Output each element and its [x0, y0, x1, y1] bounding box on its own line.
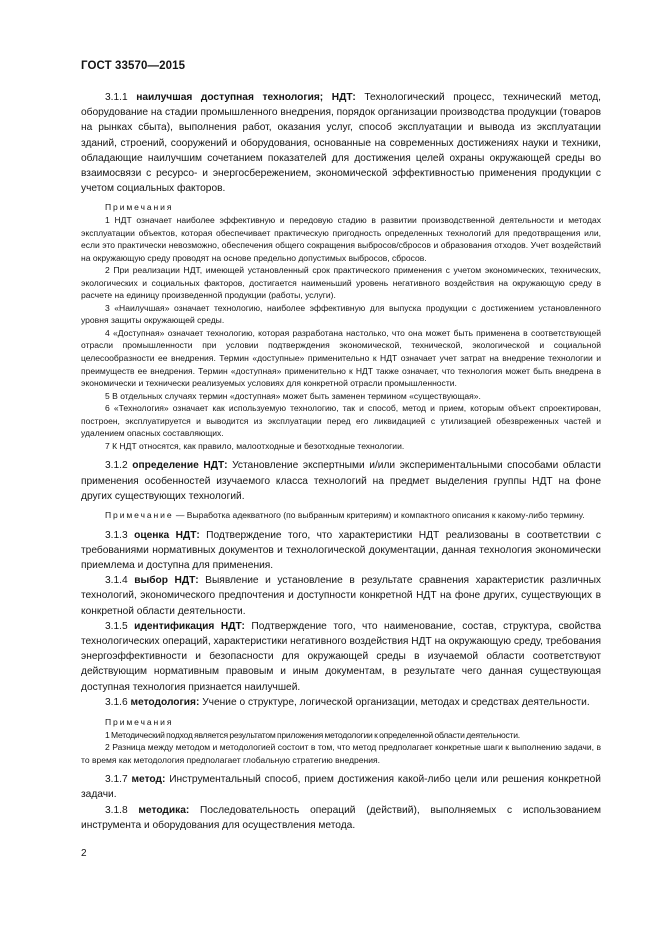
clause-3-1-5	[81, 619, 601, 695]
term-method: метод:	[131, 774, 166, 786]
term-methodology: методология:	[130, 696, 200, 708]
definition-text: Подтверждение того, что наименование, состав, структура, свойства технологических операций, характеристики негативного воздействия НДТ на окружающую среду, требования энергоэффективности и безопасности для окружающей среды в изучаемой области соответствуют действующим нормативным правовым и иным документам, в результате чего данная существующая доступная технология признается наилучшей.	[81, 620, 601, 693]
clause-number: 3.1.2	[105, 460, 133, 472]
clause-number: 3.1.7	[105, 774, 132, 786]
notes-title: Примечания	[105, 202, 174, 213]
clause-number: 3.1.8	[105, 804, 139, 816]
standard-header: ГОСТ 33570—2015	[81, 60, 186, 72]
clause-number: 3.1.3	[105, 529, 135, 541]
definition-text: Установление экспертными и/или экспериментальными способами области применения особенностей изучаемого класса технологий на предмет выделения группы НДТ на фоне других существующих технологий.	[81, 460, 601, 502]
clause-3-1-6	[81, 695, 601, 710]
clause-number: 3.1.5	[105, 620, 135, 632]
note-item: 1 Методический подход является результатом приложения методологии к определенной области деятельности.	[105, 729, 520, 740]
clause-3-1-3	[81, 528, 601, 574]
note-item: 2 Разница между методом и методологией состоит в том, что метод предполагает конкретные шаги к выполнению задачи, в то время как методология предполагает глобальную стратегию внедрения.	[81, 742, 601, 765]
note-item: 6 «Технология» означает как используемую технологию, так и способ, метод и прием, которым объект спроектирован, построен, эксплуатируется и выводится из эксплуатации перед его ликвидацией с утилизацией обезвреженных частей и удалением опасных составляющих.	[81, 403, 601, 439]
clause-number: 3.1.4	[105, 575, 135, 587]
note-item: 7 К НДТ относятся, как правило, малоотходные и безотходные технологии.	[105, 440, 405, 451]
clause-number: 3.1.1	[105, 92, 137, 103]
note-single	[81, 509, 601, 522]
term-ndt: наилучшая доступная технология; НДТ:	[136, 92, 356, 103]
term-technique: методика:	[138, 804, 190, 816]
definition-text: Выявление и установление в результате сравнения характеристик различных технологий, экономического предпочтения и доступности конкретной НДТ на фоне других, существующих в конкретной области деятельности.	[81, 575, 601, 617]
definition-text: Инструментальный способ, прием достижения какой-либо цели или решения конкретной задачи.	[81, 774, 601, 801]
page-number: 2	[81, 848, 87, 859]
term-ndt-identification: идентификация НДТ:	[134, 620, 245, 632]
document-body	[81, 90, 601, 833]
term-ndt-selection: выбор НДТ:	[134, 575, 199, 587]
definition-text: Технологический процесс, технический метод, оборудование на стадии промышленного внедрения, порядок организации производства продукции (товаров на рынках сбыта), выполнения работ, оказания услуг, способ эксплуатации и вывода из эксплуатации зданий, строений, сооружений и оборудования, основанные на современных достижениях науки и техники, обладающие наилучшим сочетанием показателей для достижения целей охраны окружающей среды во взаимосвязи с ресурсо- и энергосбережением, экономической эффективностью применения продукции с учетом социальных факторов.	[81, 92, 601, 195]
clause-3-1-2	[81, 458, 601, 504]
term-ndt-definition: определение НДТ:	[132, 460, 228, 472]
clause-number: 3.1.6	[105, 696, 131, 708]
clause-3-1-8	[81, 803, 601, 833]
notes-title: Примечания	[105, 716, 174, 727]
definition-text: Учение о структуре, логической организации, методах и средствах деятельности.	[199, 696, 590, 708]
definition-text: Подтверждение того, что характеристики НДТ реализованы в соответствии с требованиями нормативных документов и технологической документации, данная технология экономически приемлема и доступна для применения.	[81, 529, 601, 571]
term-ndt-assessment: оценка НДТ:	[134, 529, 200, 541]
note-item: 5 В отдельных случаях термин «доступная» может быть заменен термином «существующая».	[105, 390, 481, 401]
note-text: — Выработка адекватного (по выбранным критериям) и компактного описания к какому-либо термину.	[173, 509, 585, 520]
definition-text: Последовательность операций (действий), выполняемых с использованием инструмента и оборудования для осуществления метода.	[81, 804, 601, 831]
clause-3-1-4	[81, 573, 601, 619]
note-item: 4 «Доступная» означает технологию, которая разработана настолько, что она может быть применена в соответствующей отрасли промышленности при условии подтверждения экономической, технической, экологической и социальной целесообразности ее внедрения. Термин «доступные» применительно к НДТ означает учет затрат на внедрение технологии и преимуществ ее внедрения. Термин «доступная» применительно к НДТ также означает, что технология может быть внедрена в экономически и технически реализуемых условиях для конкретной отрасли промышленности.	[81, 327, 601, 389]
clause-3-1-1	[81, 90, 601, 196]
note-item: 1 НДТ означает наиболее эффективную и передовую стадию в развитии производственной деятельности и методах эксплуатации объектов, которая обеспечивает практическую пригодность определенных технологий для предотвращения или, если это практически невозможно, обеспечения общего сокращения выбросов/сбросов и образования отходов. Учет воздействий на окружающую среду проводят на основе предельно допустимых выбросов, сбросов.	[81, 214, 601, 263]
clause-3-1-7	[81, 772, 601, 802]
note-item: 3 «Наилучшая» означает технологию, наиболее эффективную для выпуска продукции с достижением установленного уровня защиты окружающей среды.	[81, 302, 601, 326]
note-title: Примечание	[105, 509, 174, 520]
note-item: 2 При реализации НДТ, имеющей установленный срок практического применения с учетом экономических, технических, экологических и социальных факторов, достигается наименьший уровень негативного воздействия на окружающую среду в расчете на единицу произведенной продукции (работы, услуги).	[81, 265, 601, 301]
